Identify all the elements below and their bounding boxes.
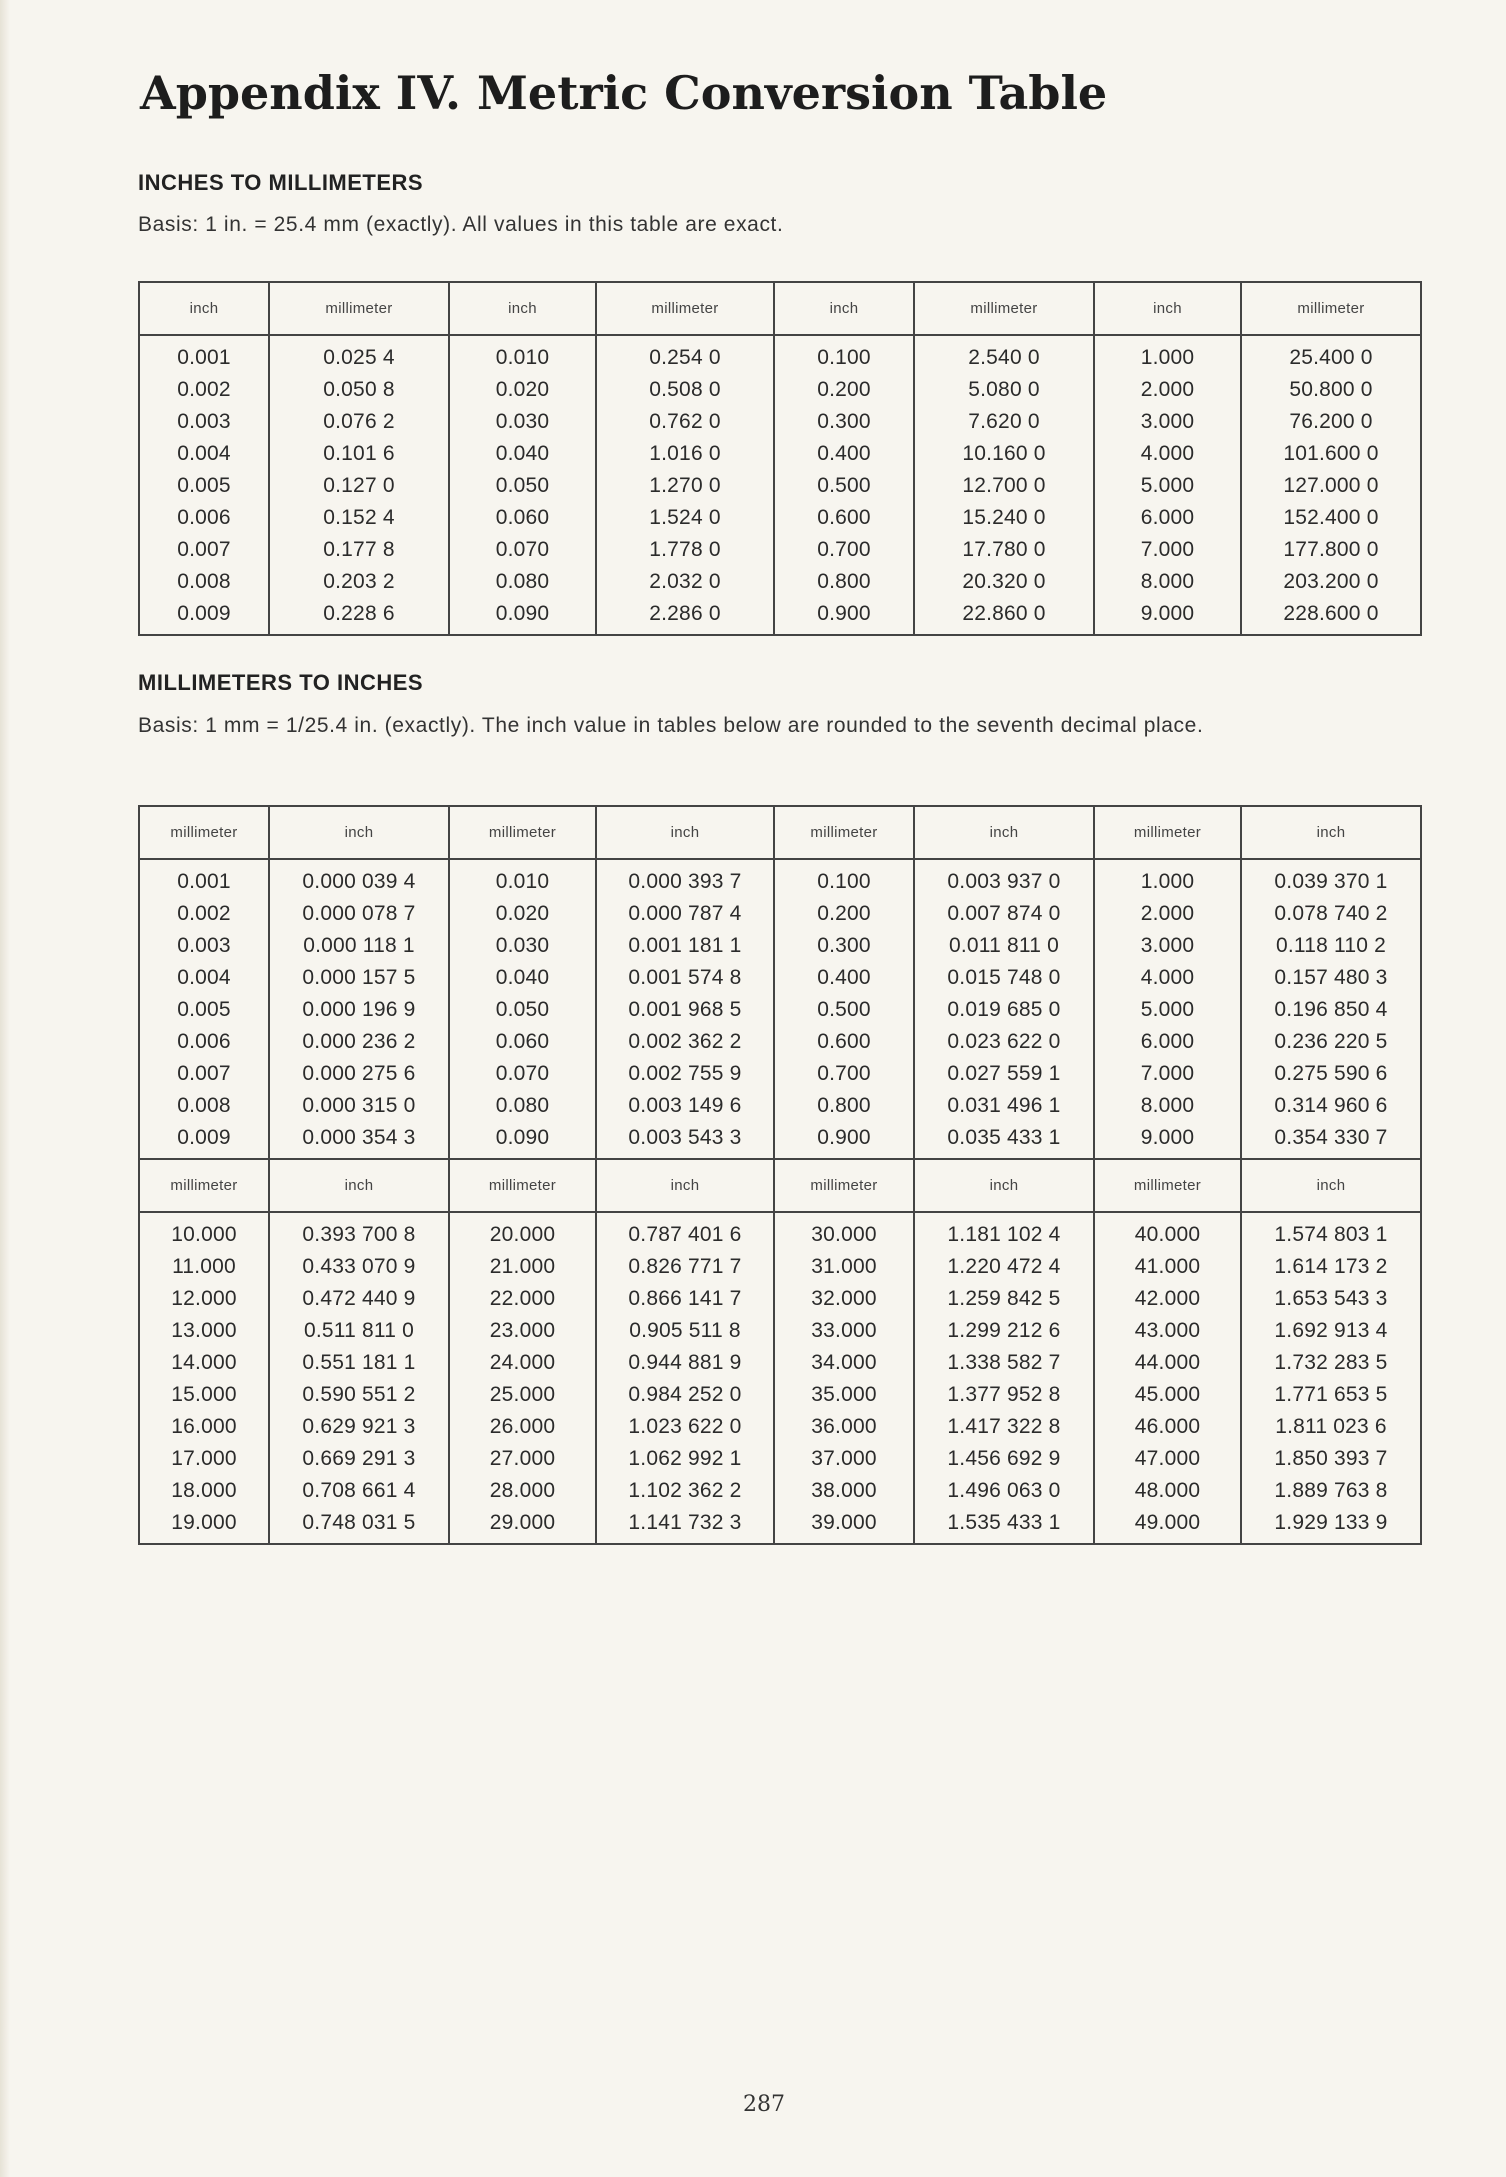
table-cell: 0.511 811 0 — [269, 1315, 449, 1347]
table-cell: 4.000 — [1094, 438, 1241, 470]
column-header: inch — [914, 1159, 1094, 1212]
table-cell: 0.003 — [139, 406, 269, 438]
table-cell: 0.080 — [449, 1090, 596, 1122]
table-cell: 0.500 — [774, 470, 914, 502]
table-row — [139, 1122, 1421, 1159]
column-header: inch — [269, 1159, 449, 1212]
table-cell: 0.001 574 8 — [596, 962, 774, 994]
table-cell: 0.002 755 9 — [596, 1058, 774, 1090]
table-cell: 0.040 — [449, 438, 596, 470]
table-cell: 46.000 — [1094, 1411, 1241, 1443]
table-cell: 47.000 — [1094, 1443, 1241, 1475]
table-cell: 0.020 — [449, 374, 596, 406]
table-row — [139, 335, 1421, 374]
table-cell: 1.732 283 5 — [1241, 1347, 1421, 1379]
table-cell: 0.400 — [774, 438, 914, 470]
table-cell: 1.850 393 7 — [1241, 1443, 1421, 1475]
mm-to-inches-table — [138, 805, 1422, 1545]
table-row — [139, 1379, 1421, 1411]
table-cell: 0.005 — [139, 994, 269, 1026]
table-cell: 203.200 0 — [1241, 566, 1421, 598]
table-cell: 23.000 — [449, 1315, 596, 1347]
table-cell: 1.016 0 — [596, 438, 774, 470]
table-cell: 0.236 220 5 — [1241, 1026, 1421, 1058]
table-cell: 0.800 — [774, 566, 914, 598]
table-cell: 0.400 — [774, 962, 914, 994]
table-cell: 1.456 692 9 — [914, 1443, 1094, 1475]
table-cell: 0.039 370 1 — [1241, 859, 1421, 898]
table-cell: 1.023 622 0 — [596, 1411, 774, 1443]
table-cell: 20.000 — [449, 1212, 596, 1251]
table-cell: 0.080 — [449, 566, 596, 598]
table-cell: 0.010 — [449, 335, 596, 374]
table-cell: 0.762 0 — [596, 406, 774, 438]
table-cell: 1.778 0 — [596, 534, 774, 566]
column-header: millimeter — [1094, 806, 1241, 859]
table-cell: 127.000 0 — [1241, 470, 1421, 502]
table-cell: 0.003 149 6 — [596, 1090, 774, 1122]
table-cell: 0.100 — [774, 859, 914, 898]
table-cell: 13.000 — [139, 1315, 269, 1347]
table-cell: 0.050 8 — [269, 374, 449, 406]
table-cell: 2.032 0 — [596, 566, 774, 598]
table-cell: 228.600 0 — [1241, 598, 1421, 635]
table-cell: 50.800 0 — [1241, 374, 1421, 406]
table-cell: 152.400 0 — [1241, 502, 1421, 534]
table-cell: 0.433 070 9 — [269, 1251, 449, 1283]
table-row — [139, 1212, 1421, 1251]
table-cell: 0.203 2 — [269, 566, 449, 598]
table-cell: 0.700 — [774, 1058, 914, 1090]
table-cell: 37.000 — [774, 1443, 914, 1475]
table-cell: 0.472 440 9 — [269, 1283, 449, 1315]
table-cell: 0.001 — [139, 859, 269, 898]
table-cell: 1.929 133 9 — [1241, 1507, 1421, 1544]
table-cell: 5.000 — [1094, 994, 1241, 1026]
table-cell: 0.354 330 7 — [1241, 1122, 1421, 1159]
table-cell: 0.009 — [139, 598, 269, 635]
table-cell: 7.000 — [1094, 1058, 1241, 1090]
column-header: inch — [1241, 1159, 1421, 1212]
table-cell: 0.090 — [449, 598, 596, 635]
column-header: millimeter — [1094, 1159, 1241, 1212]
column-header: millimeter — [449, 1159, 596, 1212]
table-cell: 1.338 582 7 — [914, 1347, 1094, 1379]
table-cell: 1.771 653 5 — [1241, 1379, 1421, 1411]
table-cell: 101.600 0 — [1241, 438, 1421, 470]
table-cell: 0.001 181 1 — [596, 930, 774, 962]
table-row — [139, 962, 1421, 994]
table-cell: 0.000 118 1 — [269, 930, 449, 962]
table-cell: 1.614 173 2 — [1241, 1251, 1421, 1283]
table-cell: 0.030 — [449, 930, 596, 962]
table-cell: 16.000 — [139, 1411, 269, 1443]
table-cell: 5.080 0 — [914, 374, 1094, 406]
table-cell: 0.000 236 2 — [269, 1026, 449, 1058]
table-cell: 1.535 433 1 — [914, 1507, 1094, 1544]
inches-to-mm-basis: Basis: 1 in. = 25.4 mm (exactly). All values in this table are exact. — [138, 213, 784, 236]
table-cell: 44.000 — [1094, 1347, 1241, 1379]
table-cell: 43.000 — [1094, 1315, 1241, 1347]
table-cell: 0.826 771 7 — [596, 1251, 774, 1283]
table-cell: 24.000 — [449, 1347, 596, 1379]
table-cell: 0.300 — [774, 406, 914, 438]
table-cell: 0.000 157 5 — [269, 962, 449, 994]
table-cell: 8.000 — [1094, 566, 1241, 598]
table-cell: 0.393 700 8 — [269, 1212, 449, 1251]
table-cell: 0.590 551 2 — [269, 1379, 449, 1411]
table-cell: 0.007 874 0 — [914, 898, 1094, 930]
table-cell: 32.000 — [774, 1283, 914, 1315]
table-cell: 0.006 — [139, 1026, 269, 1058]
table-row — [139, 534, 1421, 566]
table-cell: 0.011 811 0 — [914, 930, 1094, 962]
table-cell: 1.220 472 4 — [914, 1251, 1094, 1283]
table-cell: 0.019 685 0 — [914, 994, 1094, 1026]
page-binding-edge — [0, 0, 10, 2177]
table-row — [139, 406, 1421, 438]
table-cell: 0.002 — [139, 374, 269, 406]
table-cell: 1.377 952 8 — [914, 1379, 1094, 1411]
table-cell: 2.000 — [1094, 374, 1241, 406]
table-cell: 38.000 — [774, 1475, 914, 1507]
table-cell: 0.866 141 7 — [596, 1283, 774, 1315]
table-cell: 35.000 — [774, 1379, 914, 1411]
table-cell: 0.005 — [139, 470, 269, 502]
table-cell: 0.669 291 3 — [269, 1443, 449, 1475]
table-cell: 1.811 023 6 — [1241, 1411, 1421, 1443]
table-cell: 0.020 — [449, 898, 596, 930]
table-cell: 0.003 — [139, 930, 269, 962]
table-row — [139, 930, 1421, 962]
table-cell: 0.196 850 4 — [1241, 994, 1421, 1026]
column-header: millimeter — [139, 806, 269, 859]
page-title: Appendix IV. Metric Conversion Table — [140, 66, 1108, 120]
table-cell: 0.003 543 3 — [596, 1122, 774, 1159]
column-header: inch — [596, 1159, 774, 1212]
table-row — [139, 1251, 1421, 1283]
table-cell: 0.000 078 7 — [269, 898, 449, 930]
table-cell: 27.000 — [449, 1443, 596, 1475]
table-cell: 0.314 960 6 — [1241, 1090, 1421, 1122]
table-cell: 10.000 — [139, 1212, 269, 1251]
table-cell: 29.000 — [449, 1507, 596, 1544]
table-cell: 25.000 — [449, 1379, 596, 1411]
table-cell: 30.000 — [774, 1212, 914, 1251]
column-header: inch — [914, 806, 1094, 859]
column-header: millimeter — [449, 806, 596, 859]
table-row — [139, 598, 1421, 635]
table-cell: 49.000 — [1094, 1507, 1241, 1544]
table-cell: 1.299 212 6 — [914, 1315, 1094, 1347]
table-cell: 0.004 — [139, 438, 269, 470]
table-cell: 6.000 — [1094, 1026, 1241, 1058]
table-cell: 28.000 — [449, 1475, 596, 1507]
table-cell: 0.600 — [774, 1026, 914, 1058]
table-cell: 1.692 913 4 — [1241, 1315, 1421, 1347]
column-header: inch — [449, 282, 596, 335]
table-row — [139, 1315, 1421, 1347]
table-cell: 0.200 — [774, 374, 914, 406]
table-row — [139, 1347, 1421, 1379]
table-row — [139, 1283, 1421, 1315]
table-cell: 1.000 — [1094, 859, 1241, 898]
table-cell: 12.000 — [139, 1283, 269, 1315]
table-row — [139, 438, 1421, 470]
column-header: millimeter — [596, 282, 774, 335]
table-cell: 1.270 0 — [596, 470, 774, 502]
table-cell: 0.000 275 6 — [269, 1058, 449, 1090]
table-row — [139, 1507, 1421, 1544]
table-cell: 0.177 8 — [269, 534, 449, 566]
table-cell: 0.006 — [139, 502, 269, 534]
column-header: inch — [269, 806, 449, 859]
table-cell: 48.000 — [1094, 1475, 1241, 1507]
table-cell: 0.000 039 4 — [269, 859, 449, 898]
table-cell: 0.708 661 4 — [269, 1475, 449, 1507]
table-cell: 0.090 — [449, 1122, 596, 1159]
table-cell: 0.003 937 0 — [914, 859, 1094, 898]
table-cell: 9.000 — [1094, 598, 1241, 635]
table-cell: 0.002 — [139, 898, 269, 930]
table-row — [139, 470, 1421, 502]
table-cell: 0.118 110 2 — [1241, 930, 1421, 962]
column-header: millimeter — [774, 806, 914, 859]
table-cell: 1.524 0 — [596, 502, 774, 534]
table-cell: 4.000 — [1094, 962, 1241, 994]
table-cell: 0.000 393 7 — [596, 859, 774, 898]
table-cell: 0.030 — [449, 406, 596, 438]
table-cell: 0.008 — [139, 566, 269, 598]
table-cell: 34.000 — [774, 1347, 914, 1379]
table-cell: 0.000 354 3 — [269, 1122, 449, 1159]
table-cell: 0.700 — [774, 534, 914, 566]
table-cell: 3.000 — [1094, 406, 1241, 438]
table-cell: 0.070 — [449, 1058, 596, 1090]
column-header: millimeter — [139, 1159, 269, 1212]
mm-to-inches-heading: MILLIMETERS TO INCHES — [138, 670, 424, 695]
column-header: millimeter — [914, 282, 1094, 335]
column-header: millimeter — [774, 1159, 914, 1212]
table-cell: 2.286 0 — [596, 598, 774, 635]
table-cell: 15.240 0 — [914, 502, 1094, 534]
table-cell: 12.700 0 — [914, 470, 1094, 502]
table-cell: 0.551 181 1 — [269, 1347, 449, 1379]
table-row — [139, 1026, 1421, 1058]
table-cell: 0.040 — [449, 962, 596, 994]
table-header-row — [139, 1159, 1421, 1212]
table-cell: 0.060 — [449, 1026, 596, 1058]
table-cell: 45.000 — [1094, 1379, 1241, 1411]
table-row — [139, 502, 1421, 534]
table-cell: 0.009 — [139, 1122, 269, 1159]
table-cell: 22.860 0 — [914, 598, 1094, 635]
table-cell: 0.127 0 — [269, 470, 449, 502]
table-cell: 1.000 — [1094, 335, 1241, 374]
table-cell: 0.025 4 — [269, 335, 449, 374]
table-cell: 0.508 0 — [596, 374, 774, 406]
table-header-row — [139, 282, 1421, 335]
table-cell: 0.031 496 1 — [914, 1090, 1094, 1122]
table-cell: 1.574 803 1 — [1241, 1212, 1421, 1251]
table-cell: 7.000 — [1094, 534, 1241, 566]
table-cell: 0.900 — [774, 1122, 914, 1159]
table-cell: 0.600 — [774, 502, 914, 534]
table-cell: 1.259 842 5 — [914, 1283, 1094, 1315]
table-cell: 0.254 0 — [596, 335, 774, 374]
table-cell: 2.540 0 — [914, 335, 1094, 374]
table-cell: 0.800 — [774, 1090, 914, 1122]
table-cell: 31.000 — [774, 1251, 914, 1283]
table-cell: 11.000 — [139, 1251, 269, 1283]
table-cell: 0.023 622 0 — [914, 1026, 1094, 1058]
table-cell: 1.653 543 3 — [1241, 1283, 1421, 1315]
inches-to-mm-table — [138, 281, 1422, 636]
table-cell: 40.000 — [1094, 1212, 1241, 1251]
table-cell: 0.000 196 9 — [269, 994, 449, 1026]
table-cell: 1.889 763 8 — [1241, 1475, 1421, 1507]
table-cell: 18.000 — [139, 1475, 269, 1507]
table-cell: 0.008 — [139, 1090, 269, 1122]
table-cell: 42.000 — [1094, 1283, 1241, 1315]
table-cell: 1.496 063 0 — [914, 1475, 1094, 1507]
table-cell: 0.015 748 0 — [914, 962, 1094, 994]
table-cell: 0.300 — [774, 930, 914, 962]
column-header: inch — [139, 282, 269, 335]
table-cell: 20.320 0 — [914, 566, 1094, 598]
table-cell: 0.905 511 8 — [596, 1315, 774, 1347]
table-row — [139, 1058, 1421, 1090]
table-cell: 0.101 6 — [269, 438, 449, 470]
table-row — [139, 1090, 1421, 1122]
table-row — [139, 566, 1421, 598]
table-row — [139, 374, 1421, 406]
table-cell: 22.000 — [449, 1283, 596, 1315]
table-cell: 26.000 — [449, 1411, 596, 1443]
table-header-row — [139, 806, 1421, 859]
table-cell: 0.060 — [449, 502, 596, 534]
table-row — [139, 1411, 1421, 1443]
table-cell: 0.000 787 4 — [596, 898, 774, 930]
inches-to-mm-heading: INCHES TO MILLIMETERS — [138, 170, 424, 195]
table-cell: 1.102 362 2 — [596, 1475, 774, 1507]
table-cell: 33.000 — [774, 1315, 914, 1347]
table-cell: 2.000 — [1094, 898, 1241, 930]
table-cell: 25.400 0 — [1241, 335, 1421, 374]
table-cell: 0.629 921 3 — [269, 1411, 449, 1443]
table-cell: 0.001 — [139, 335, 269, 374]
table-cell: 0.004 — [139, 962, 269, 994]
table-cell: 10.160 0 — [914, 438, 1094, 470]
table-cell: 17.780 0 — [914, 534, 1094, 566]
table-cell: 14.000 — [139, 1347, 269, 1379]
table-cell: 41.000 — [1094, 1251, 1241, 1283]
table-cell: 0.228 6 — [269, 598, 449, 635]
table-cell: 17.000 — [139, 1443, 269, 1475]
table-cell: 0.900 — [774, 598, 914, 635]
table-cell: 1.141 732 3 — [596, 1507, 774, 1544]
table-cell: 15.000 — [139, 1379, 269, 1411]
table-cell: 0.787 401 6 — [596, 1212, 774, 1251]
table-cell: 0.100 — [774, 335, 914, 374]
table-cell: 177.800 0 — [1241, 534, 1421, 566]
table-cell: 5.000 — [1094, 470, 1241, 502]
table-cell: 3.000 — [1094, 930, 1241, 962]
table-cell: 8.000 — [1094, 1090, 1241, 1122]
table-cell: 0.001 968 5 — [596, 994, 774, 1026]
table-cell: 9.000 — [1094, 1122, 1241, 1159]
table-cell: 0.200 — [774, 898, 914, 930]
table-row — [139, 1443, 1421, 1475]
page-number: 287 — [743, 2092, 785, 2117]
table-cell: 6.000 — [1094, 502, 1241, 534]
column-header: millimeter — [1241, 282, 1421, 335]
table-cell: 0.500 — [774, 994, 914, 1026]
column-header: inch — [1094, 282, 1241, 335]
table-cell: 0.000 315 0 — [269, 1090, 449, 1122]
table-cell: 0.035 433 1 — [914, 1122, 1094, 1159]
table-cell: 76.200 0 — [1241, 406, 1421, 438]
table-cell: 0.275 590 6 — [1241, 1058, 1421, 1090]
table-cell: 39.000 — [774, 1507, 914, 1544]
table-cell: 0.050 — [449, 470, 596, 502]
mm-to-inches-basis: Basis: 1 mm = 1/25.4 in. (exactly). The inch value in tables below are rounded to the seventh decimal place. — [138, 714, 1204, 737]
table-cell: 36.000 — [774, 1411, 914, 1443]
table-cell: 0.050 — [449, 994, 596, 1026]
table-row — [139, 898, 1421, 930]
table-cell: 0.027 559 1 — [914, 1058, 1094, 1090]
table-cell: 0.748 031 5 — [269, 1507, 449, 1544]
table-cell: 0.070 — [449, 534, 596, 566]
table-cell: 0.944 881 9 — [596, 1347, 774, 1379]
column-header: inch — [596, 806, 774, 859]
table-cell: 1.181 102 4 — [914, 1212, 1094, 1251]
table-cell: 1.417 322 8 — [914, 1411, 1094, 1443]
table-row — [139, 1475, 1421, 1507]
table-cell: 0.007 — [139, 534, 269, 566]
table-cell: 0.076 2 — [269, 406, 449, 438]
table-cell: 7.620 0 — [914, 406, 1094, 438]
table-cell: 0.157 480 3 — [1241, 962, 1421, 994]
table-cell: 1.062 992 1 — [596, 1443, 774, 1475]
table-cell: 21.000 — [449, 1251, 596, 1283]
table-cell: 0.002 362 2 — [596, 1026, 774, 1058]
table-cell: 0.010 — [449, 859, 596, 898]
column-header: millimeter — [269, 282, 449, 335]
table-cell: 0.152 4 — [269, 502, 449, 534]
table-cell: 0.984 252 0 — [596, 1379, 774, 1411]
table-row — [139, 994, 1421, 1026]
table-row — [139, 859, 1421, 898]
table-cell: 19.000 — [139, 1507, 269, 1544]
column-header: inch — [1241, 806, 1421, 859]
table-cell: 0.007 — [139, 1058, 269, 1090]
table-cell: 0.078 740 2 — [1241, 898, 1421, 930]
column-header: inch — [774, 282, 914, 335]
